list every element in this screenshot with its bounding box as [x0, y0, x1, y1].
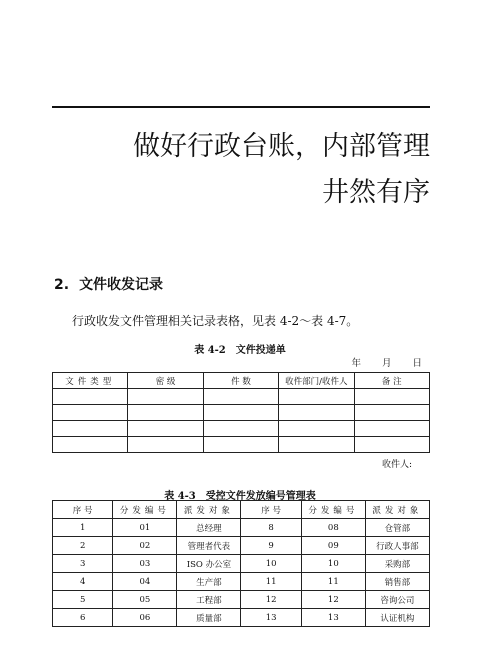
chapter-title: [133, 124, 430, 216]
col-doc-type: 文件类型: [53, 373, 128, 389]
table-cell: 质量部: [177, 609, 241, 627]
table-cell: 认证机构: [365, 609, 429, 627]
table-cell: 03: [113, 555, 177, 573]
table-row: [53, 389, 430, 405]
table-cell: 09: [301, 537, 365, 555]
table-cell: 行政人事部: [365, 537, 429, 555]
table-4-3-caption-no: 表 4-3: [164, 491, 196, 502]
table-cell: 10: [241, 555, 301, 573]
table-cell: [53, 389, 128, 405]
table-cell: 05: [113, 591, 177, 609]
table-cell: [203, 421, 278, 437]
table-cell: 08: [301, 519, 365, 537]
table-cell: 01: [113, 519, 177, 537]
col-recipient-left: 派发对象: [177, 501, 241, 519]
table-4-2-caption-no: 表 4-2: [194, 345, 226, 356]
table-cell: 3: [53, 555, 113, 573]
table-cell: 11: [301, 573, 365, 591]
intro-paragraph: 行政收发文件管理相关记录表格，见表 4-2～表 4-7。: [72, 314, 359, 328]
table-cell: [354, 389, 429, 405]
controlled-doc-distribution-table: [52, 500, 430, 627]
table-4-2-body: [53, 389, 430, 453]
table-cell: 06: [113, 609, 177, 627]
document-delivery-table: [52, 372, 430, 453]
table-cell: 12: [241, 591, 301, 609]
table-cell: [128, 389, 203, 405]
table-row: [53, 405, 430, 421]
table-cell: 管理者代表: [177, 537, 241, 555]
col-recipient-right: 派发对象: [365, 501, 429, 519]
table-4-2-caption: [0, 341, 480, 356]
table-header-row: [53, 501, 430, 519]
col-remarks: 备 注: [354, 373, 429, 389]
table-row: [53, 519, 430, 537]
table-header-row: [53, 373, 430, 389]
table-cell: 11: [241, 573, 301, 591]
table-cell: 5: [53, 591, 113, 609]
receiver-label: 收件人:: [381, 460, 412, 470]
table-cell: [53, 405, 128, 421]
table-4-3-body: [53, 519, 430, 627]
table-cell: [128, 405, 203, 421]
table-cell: [279, 389, 354, 405]
table-cell: 04: [113, 573, 177, 591]
table-cell: 9: [241, 537, 301, 555]
table-cell: 02: [113, 537, 177, 555]
table-row: [53, 573, 430, 591]
section-heading: [54, 274, 163, 294]
table-cell: [203, 437, 278, 453]
chapter-title-line2: 井然有序: [322, 177, 430, 208]
table-cell: 4: [53, 573, 113, 591]
table-cell: [279, 405, 354, 421]
col-seq-left: 序 号: [53, 501, 113, 519]
table-cell: [53, 437, 128, 453]
table-cell: [128, 421, 203, 437]
table-cell: 13: [301, 609, 365, 627]
table-cell: [203, 405, 278, 421]
table-cell: [203, 389, 278, 405]
table-cell: 仓管部: [365, 519, 429, 537]
table-cell: 采购部: [365, 555, 429, 573]
table-row: [53, 591, 430, 609]
table-cell: 2: [53, 537, 113, 555]
table-cell: [354, 405, 429, 421]
table-cell: 8: [241, 519, 301, 537]
table-cell: 生产部: [177, 573, 241, 591]
section-title: 文件收发记录: [79, 277, 164, 293]
col-count: 件 数: [203, 373, 278, 389]
table-cell: [279, 437, 354, 453]
table-cell: 总经理: [177, 519, 241, 537]
table-row: [53, 421, 430, 437]
table-row: [53, 537, 430, 555]
table-cell: [354, 437, 429, 453]
table-cell: [128, 437, 203, 453]
table-cell: 销售部: [365, 573, 429, 591]
col-security-level: 密 级: [128, 373, 203, 389]
table-cell: [53, 421, 128, 437]
col-dist-no-left: 分发编号: [113, 501, 177, 519]
table-cell: 咨询公司: [365, 591, 429, 609]
table-cell: 12: [301, 591, 365, 609]
chapter-title-line1: 做好行政台账，内部管理: [133, 131, 430, 162]
table-cell: 6: [53, 609, 113, 627]
table-4-2-caption-title: 文件投递单: [235, 345, 286, 356]
col-recipient: 收件部门/收件人: [279, 373, 354, 389]
table-row: [53, 555, 430, 573]
table-cell: 10: [301, 555, 365, 573]
table-cell: 13: [241, 609, 301, 627]
table-4-3-caption-title: 受控文件发放编号管理表: [205, 491, 316, 502]
table-cell: 1: [53, 519, 113, 537]
table-cell: 工程部: [177, 591, 241, 609]
table-cell: [279, 421, 354, 437]
date-line: 年 月 日: [351, 358, 422, 369]
col-dist-no-right: 分发编号: [301, 501, 365, 519]
col-seq-right: 序 号: [241, 501, 301, 519]
table-row: [53, 437, 430, 453]
top-rule: [52, 106, 430, 108]
table-cell: [354, 421, 429, 437]
table-row: [53, 609, 430, 627]
section-number: 2.: [54, 277, 70, 293]
table-cell: ISO 办公室: [177, 555, 241, 573]
